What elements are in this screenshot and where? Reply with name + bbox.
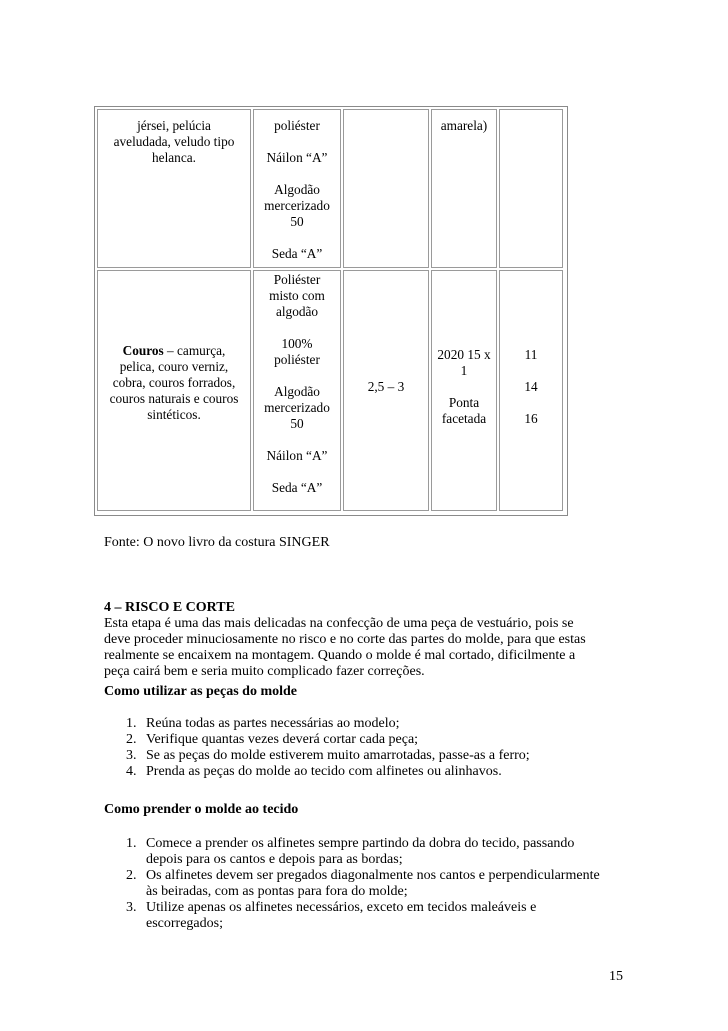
row1-needle-text: [432, 118, 496, 134]
paragraph-line: Esta etapa é uma das mais delicadas na confecção de uma peça de vestuário, pois se: [104, 616, 574, 631]
cell-line: sintéticos.: [147, 407, 201, 422]
cell-line: Ponta: [448, 395, 480, 410]
cell-line: facetada: [441, 411, 487, 426]
row2-thread-text: [254, 272, 340, 496]
row1-needle-cell: [431, 109, 497, 268]
cell-line: 50: [290, 214, 304, 229]
list-item: 1. Comece a prender os alfinetes sempre partindo da dobra do tecido, passando depois para os cantos e depois para as bordas;: [126, 836, 575, 867]
cell-line: pelica, couro verniz,: [119, 359, 229, 374]
row2-size-text: [500, 347, 562, 427]
list-item: 3. Utilize apenas os alfinetes necessários, exceto em tecidos maleáveis e escorregados;: [126, 900, 537, 931]
paragraph-line: deve proceder minuciosamente no risco e no corte das partes do molde, para que estas: [104, 632, 586, 647]
row1-stitch-cell: [343, 109, 429, 268]
cell-line: poliéster: [274, 118, 320, 133]
cell-line: algodão: [275, 304, 319, 319]
fabric-type-bold: Couros: [122, 343, 164, 358]
cell-line: Seda “A”: [271, 246, 323, 261]
cell-line: [254, 230, 340, 246]
cell-line: mercerizado: [264, 400, 330, 415]
list-item: 2. Os alfinetes devem ser pregados diagonalmente nos cantos e perpendicularmente às beiradas, com as pontas para fora do molde;: [126, 868, 600, 899]
cell-line: [254, 166, 340, 182]
cell-line: Algodão: [274, 182, 320, 197]
section-title: 4 – RISCO E CORTE: [104, 600, 235, 615]
cell-line: mercerizado: [264, 198, 330, 213]
row1-thread-text: [254, 118, 340, 262]
page-number: 15: [609, 969, 623, 984]
cell-line: [432, 379, 496, 395]
cell-line: [254, 320, 340, 336]
cell-line: 16: [524, 411, 538, 426]
cell-line: [254, 368, 340, 384]
row1-thread-cell: [253, 109, 341, 268]
list-item: 2. Verifique quantas vezes deverá cortar cada peça;: [126, 732, 419, 747]
cell-line: 14: [524, 379, 538, 394]
row2-fabric-cell: [97, 270, 251, 511]
cell-line: 100%: [281, 336, 313, 351]
cell-line: 11: [524, 347, 538, 362]
cell-line: Náilon “A”: [266, 448, 328, 463]
list-pattern-steps: [104, 716, 530, 780]
cell-line: Seda “A”: [271, 480, 323, 495]
row2-needle-text: [432, 347, 496, 427]
row2-stitch-text: 2,5 – 3: [367, 379, 405, 394]
cell-line: couros naturais e couros: [109, 391, 239, 406]
cell-line: aveludada, veludo tipo: [113, 134, 235, 149]
paragraph-line: peça cairá bem e seria muito complicado fazer correções.: [104, 664, 425, 679]
cell-line: Poliéster: [273, 272, 321, 287]
sewing-table: [94, 106, 568, 516]
row2-thread-cell: [253, 270, 341, 511]
cell-line: poliéster: [274, 352, 320, 367]
row2-fabric-text: [98, 343, 250, 423]
cell-line: cobra, couros forrados,: [112, 375, 236, 390]
paragraph-line: realmente se encaixem na montagem. Quando o molde é mal cortado, dificilmente a: [104, 648, 576, 663]
cell-line: [254, 134, 340, 150]
cell-line: Náilon “A”: [266, 150, 328, 165]
cell-line: 50: [290, 416, 304, 431]
list-pin-steps: [104, 836, 600, 932]
cell-line: [500, 363, 562, 379]
cell-line: Algodão: [274, 384, 320, 399]
cell-line: [254, 432, 340, 448]
cell-line: 1: [460, 363, 468, 378]
subtitle-pin-pattern: Como prender o molde ao tecido: [104, 802, 299, 817]
list-item: 1. Reúna todas as partes necessárias ao modelo;: [126, 716, 400, 731]
cell-line: jérsei, pelúcia: [137, 118, 211, 133]
row2-needle-cell: [431, 270, 497, 511]
list-item: 3. Se as peças do molde estiverem muito amarrotadas, passe-as a ferro;: [126, 748, 530, 763]
cell-line: [254, 464, 340, 480]
cell-line: [500, 395, 562, 411]
cell-line: helanca.: [152, 150, 196, 165]
row2-size-cell: [499, 270, 563, 511]
cell-line: misto com: [269, 288, 325, 303]
row1-fabric-cell: [97, 109, 251, 268]
row2-stitch-cell: [343, 270, 429, 511]
section-paragraph: [104, 616, 586, 680]
list-item: 4. Prenda as peças do molde ao tecido com alfinetes ou alinhavos.: [126, 764, 502, 779]
row1-fabric-text: [98, 118, 250, 166]
fabric-type-rest: – camurça,: [163, 343, 226, 358]
subtitle-pattern-pieces: Como utilizar as peças do molde: [104, 684, 298, 699]
table-source: Fonte: O novo livro da costura SINGER: [104, 535, 330, 550]
row1-size-cell: [499, 109, 563, 268]
cell-line: amarela): [440, 118, 488, 133]
cell-line: 2020 15 x: [437, 347, 491, 362]
